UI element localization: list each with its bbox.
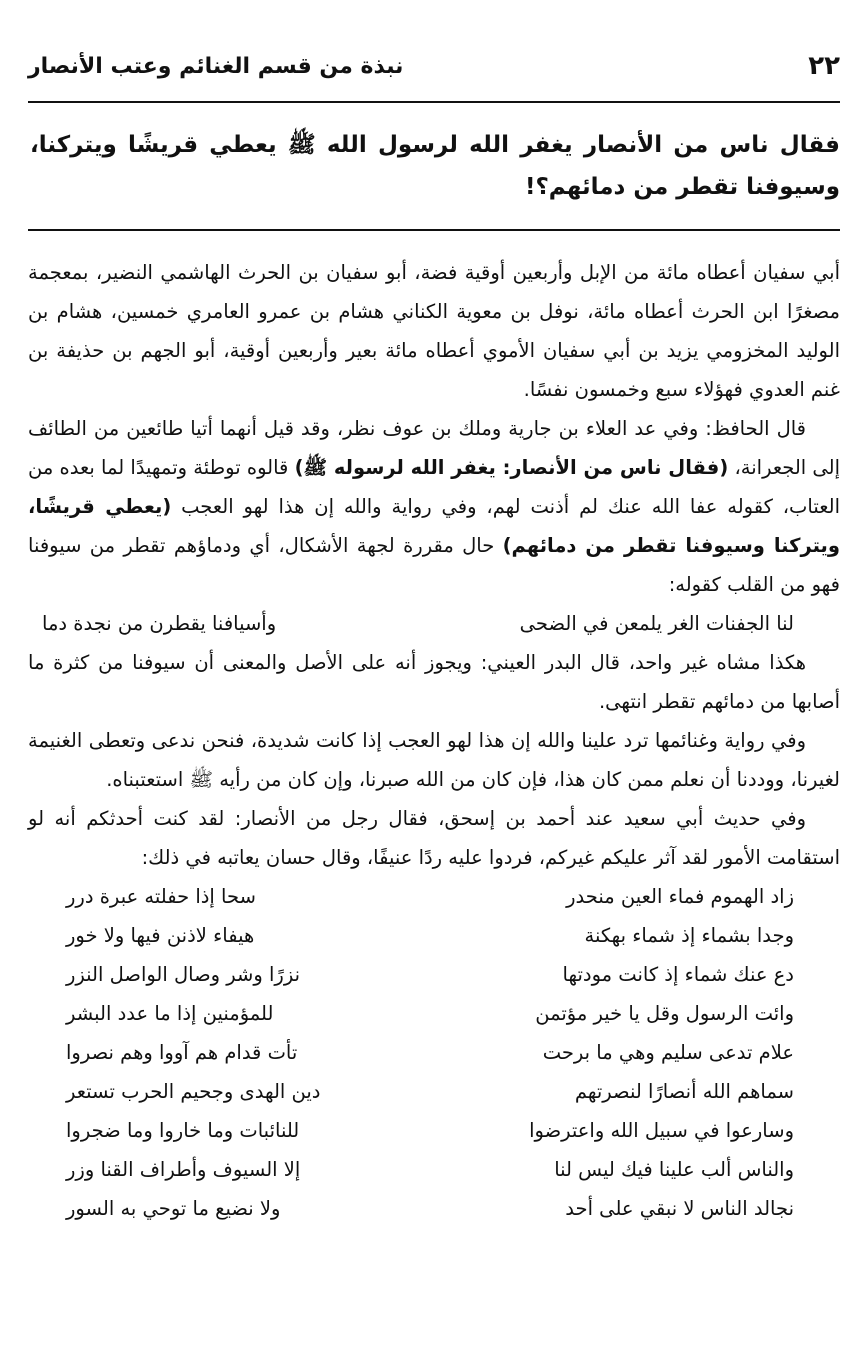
paragraph-text: قال الحافظ: وفي عد العلاء بن جارية وملك بن عوف نظر، وقد قيل أنهما أتيا طائعين من الطائف إلى الجعرانة، xyxy=(28,417,841,479)
poem-second-hemistich: دين الهدى وجحيم الحرب تستعر xyxy=(66,1080,321,1103)
poem-line xyxy=(28,994,840,1033)
poem-first-hemistich: سماهم الله أنصارًا لنصرتهم xyxy=(574,1080,794,1103)
poem-second-hemistich: للنائبات وما خاروا وما ضجروا xyxy=(66,1119,300,1142)
poem-line xyxy=(28,916,840,955)
poem-first-hemistich: وسارعوا في سبيل الله واعترضوا xyxy=(529,1119,794,1142)
poem-line xyxy=(28,955,840,994)
quoted-hadith: (فقال ناس من الأنصار: يغفر الله لرسوله ﷺ) xyxy=(294,456,729,479)
verse-line xyxy=(28,604,840,643)
commentary xyxy=(28,253,840,1228)
matn-divider xyxy=(28,229,840,231)
paragraph-text: حال مقررة لجهة الأشكال، أي ودماؤهم تقطر من سيوفنا فهو من القلب كقوله: xyxy=(28,534,840,596)
poem-line xyxy=(28,1072,840,1111)
commentary-paragraph: أبي سفيان أعطاه مائة من الإبل وأربعين أوقية فضة، أبو سفيان بن الحرث الهاشمي النضير، بمعجمة مصغرًا ابن الحرث أعطاه مائة، نوفل بن معوية الكناني هشام بن عمرو العامري خمسين، هشام بن الوليد المخزومي يزيد بن أبي سفيان الأموي أعطاه مائة بعير وأربعين أوقية، أبو الجهم بن حذيفة بن غنم العدوي فهؤلاء سبع وخمسون نفسًا. xyxy=(28,261,840,401)
poem xyxy=(28,877,840,1228)
poem-first-hemistich: والناس ألب علينا فيك ليس لنا xyxy=(554,1158,794,1181)
paragraph-text: قالوه توطئة وتمهيدًا لما بعده من العتاب، كقوله عفا الله عنك لم أذنت لهم، وفي رواية والله إن هذا لهو العجب xyxy=(28,456,840,518)
poem-second-hemistich: ولا نضيع ما توحي به السور xyxy=(66,1197,281,1220)
commentary-paragraph: وفي رواية وغنائمها ترد علينا والله إن هذا لهو العجب إذا كانت شديدة، فنحن ندعى وتعطى الغنيمة لغيرنا، ووددنا أن نعلم ممن كان هذا، فإن كان من الله صبرنا، وإن كان من رأيه ﷺ استعتبناه. xyxy=(28,729,840,791)
poem-second-hemistich: إلا السيوف وأطراف القنا وزر xyxy=(66,1158,301,1181)
poem-first-hemistich: علام تدعى سليم وهي ما برحت xyxy=(542,1041,794,1064)
poem-line xyxy=(28,1033,840,1072)
poem-line xyxy=(28,877,840,916)
poem-second-hemistich: هيفاء لاذنن فيها ولا خور xyxy=(66,924,255,947)
poem-first-hemistich: وجدا بشماء إذ شماء بهكنة xyxy=(584,924,794,947)
poem-first-hemistich: نجالد الناس لا نبقي على أحد xyxy=(565,1197,794,1220)
header-rule xyxy=(28,101,840,103)
poem-second-hemistich: نزرًا وشر وصال الواصل النزر xyxy=(66,963,301,986)
poem-line xyxy=(28,1150,840,1189)
quoted-hadith: (يعطي قريشًا، ويتركنا وسيوفنا تقطر من دمائهم) xyxy=(28,495,840,557)
verse-first-hemistich: لنا الجفنات الغر يلمعن في الضحى xyxy=(519,612,794,635)
poem-second-hemistich: للمؤمنين إذا ما عدد البشر xyxy=(66,1002,274,1025)
page-number: ٢٢ xyxy=(808,51,840,81)
poem-second-hemistich: سحا إذا حفلته عبرة درر xyxy=(66,885,256,908)
commentary-paragraph: وفي حديث أبي سعيد عند أحمد بن إسحق، فقال رجل من الأنصار: لقد كنت أحدثكم أنه لو استقامت الأمور لقد آثر عليكم غيركم، فردوا عليه ردًا عنيفًا، وقال حسان يعاتبه في ذلك: xyxy=(28,807,840,869)
commentary-paragraph: هكذا مشاه غير واحد، قال البدر العيني: ويجوز أنه على الأصل والمعنى أن سيوفنا من كثرة ما أصابها من دمائهم تقطر انتهى. xyxy=(28,651,840,713)
verse-second-hemistich: وأسيافنا يقطرن من نجدة دما xyxy=(42,612,277,635)
page-header xyxy=(28,46,840,86)
hadith-text: فقال ناس من الأنصار يغفر الله لرسول الله ﷺ يعطي قريشًا ويتركنا، وسيوفنا تقطر من دمائهم؟! xyxy=(30,132,840,200)
poem-first-hemistich: دع عنك شماء إذ كانت مودتها xyxy=(562,963,794,986)
poem-line xyxy=(28,1189,840,1228)
poem-second-hemistich: تأت قدام هم آووا وهم نصروا xyxy=(66,1041,298,1064)
poem-first-hemistich: زاد الهموم فماء العين منحدر xyxy=(566,885,794,908)
poem-line xyxy=(28,1111,840,1150)
poem-first-hemistich: وائت الرسول وقل يا خير مؤتمن xyxy=(535,1002,794,1025)
commentary-paragraph xyxy=(28,409,840,604)
running-title: نبذة من قسم الغنائم وعتب الأنصار xyxy=(28,53,404,79)
